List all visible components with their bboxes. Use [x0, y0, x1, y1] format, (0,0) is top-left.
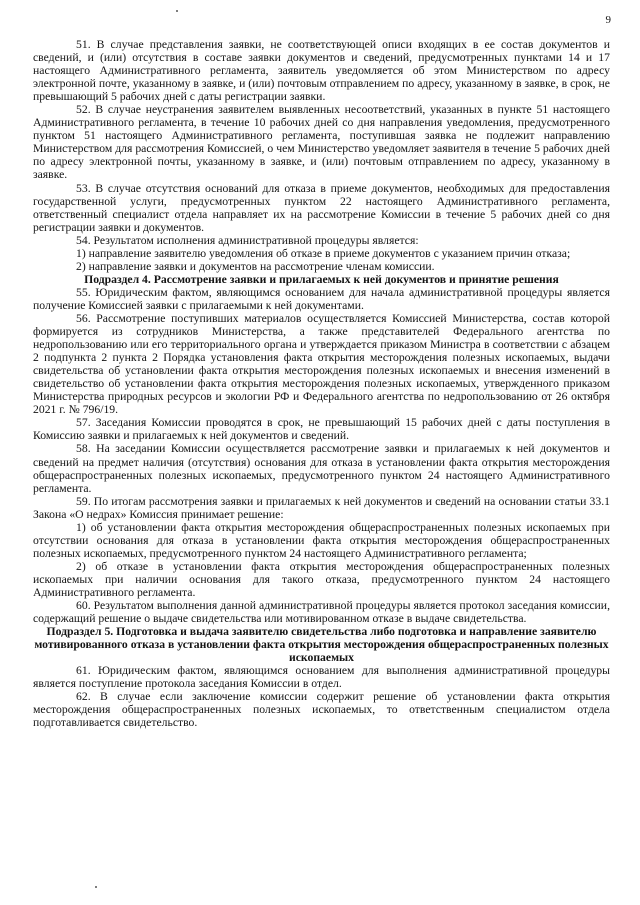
paragraph-61: 61. Юридическим фактом, являющимся основанием для выполнения административной процедуры является поступление протокола заседания Комиссии в отдел. [33, 664, 610, 691]
paragraph-56: 56. Рассмотрение поступивших материалов осуществляется Комиссией Министерства, состав которой формируется из сотрудников Министерства, а также представителей Федерального агентства по недропользованию или его территориального органа и утверждается приказом Министра в соответствии с абзацем 2 подпункта 2 пункта 2 Порядка установления факта открытия месторождения полезных ископаемых, выдачи свидетельства об установлении факта открытия месторождения полезных ископаемых и внесения изменений в свидетельство об установлении факта открытия месторождения полезных ископаемых, утвержденного приказом Министерства природных ресурсов и экологии РФ и Федерального агентства по недропользованию от 26 октября 2021 г. № 796/19. [33, 311, 610, 417]
page-number: 9 [605, 14, 611, 26]
paragraph-60: 60. Результатом выполнения данной административной процедуры является протокол заседания комиссии, содержащий решение о выдаче свидетельства или мотивированном отказе в выдаче свидетельства. [33, 599, 610, 626]
document-body [33, 38, 610, 729]
paragraph-59-item-1: 1) об установлении факта открытия месторождения общераспространенных полезных ископаемых при отсутствии основания для отказа в установлении факта открытия месторождения общераспространенных полезных ископаемых, предусмотренного пунктом 24 настоящего Административного регламента; [33, 520, 610, 560]
scan-speck [95, 886, 97, 888]
paragraph-54: 54. Результатом исполнения административной процедуры является: [76, 233, 419, 247]
paragraph-54-item-1: 1) направление заявителю уведомления об отказе в приеме документов с указанием причин отказа; [76, 246, 571, 260]
paragraph-51: 51. В случае представления заявки, не соответствующей описи входящих в ее состав документов и сведений, и (или) отсутствия в составе заявки документов и сведений, предусмотренных пунктами 14 и 17 настоящего Административного регламента, заявитель уведомляется об этом Министерством по адресу электронной почте, указанному в заявке, и (или) почтовым отправлением по адресу, указанному в заявке, в срок, не превышающий 5 рабочих дней с даты регистрации заявки. [33, 38, 610, 104]
subsection-5-heading: Подраздел 5. Подготовка и выдача заявителю свидетельства либо подготовка и направление заявителю мотивированного отказа в установлении факта открытия месторождения общераспространенных полезных ископаемых [34, 625, 609, 665]
paragraph-59-item-2: 2) об отказе в установлении факта открытия месторождения общераспространенных полезных ископаемых при наличии основания для такого отказа, предусмотренного пунктом 24 настоящего Административного регламента. [33, 559, 610, 599]
paragraph-62: 62. В случае если заключение комиссии содержит решение об установлении факта открытия месторождения общераспространенных полезных ископаемых, то ответственным специалистом отдела подготавливается свидетельство. [33, 690, 610, 730]
paragraph-54-item-2: 2) направление заявки и документов на рассмотрение членам комиссии. [76, 259, 435, 273]
paragraph-53: 53. В случае отсутствия оснований для отказа в приеме документов, необходимых для предоставления государственной услуги, предусмотренных пунктом 22 настоящего Административного регламента, ответственный специалист отдела направляет их на рассмотрение Комиссии в течение 5 рабочих дней со дня регистрации заявки и документов. [33, 181, 610, 234]
scan-speck [176, 10, 178, 12]
paragraph-55: 55. Юридическим фактом, являющимся основанием для начала административной процедуры является получение Комиссией заявки с прилагаемыми к ней документами. [33, 285, 610, 312]
paragraph-58: 58. На заседании Комиссии осуществляется рассмотрение заявки и прилагаемых к ней документов и сведений на предмет наличия (отсутствия) основания для отказа в установлении факта открытия месторождения общераспространенных полезных ископаемых, предусмотренного пунктом 24 настоящего Административного регламента. [33, 442, 610, 495]
subsection-4-heading: Подраздел 4. Рассмотрение заявки и прилагаемых к ней документов и принятие решения [84, 272, 559, 286]
paragraph-59: 59. По итогам рассмотрения заявки и прилагаемых к ней документов и сведений на основании статьи 33.1 Закона «О недрах» Комиссия принимает решение: [33, 494, 610, 521]
paragraph-57: 57. Заседания Комиссии проводятся в срок, не превышающий 15 рабочих дней с даты поступления в Комиссию заявки и прилагаемых к ней документов и сведений. [33, 416, 610, 443]
paragraph-52: 52. В случае неустранения заявителем выявленных несоответствий, указанных в пункте 51 настоящего Административного регламента, в течение 10 рабочих дней со дня направления уведомления, предусмотренного пунктом 51 настоящего Административного регламента, поступившая заявка не подлежит направлению Министерством для рассмотрения Комиссией, о чем Министерство уведомляет заявителя в течение 5 рабочих дней по адресу электронной почты, указанному в заявке, и (или) почтовым отправлением по адресу, указанному в заявке. [33, 103, 610, 182]
